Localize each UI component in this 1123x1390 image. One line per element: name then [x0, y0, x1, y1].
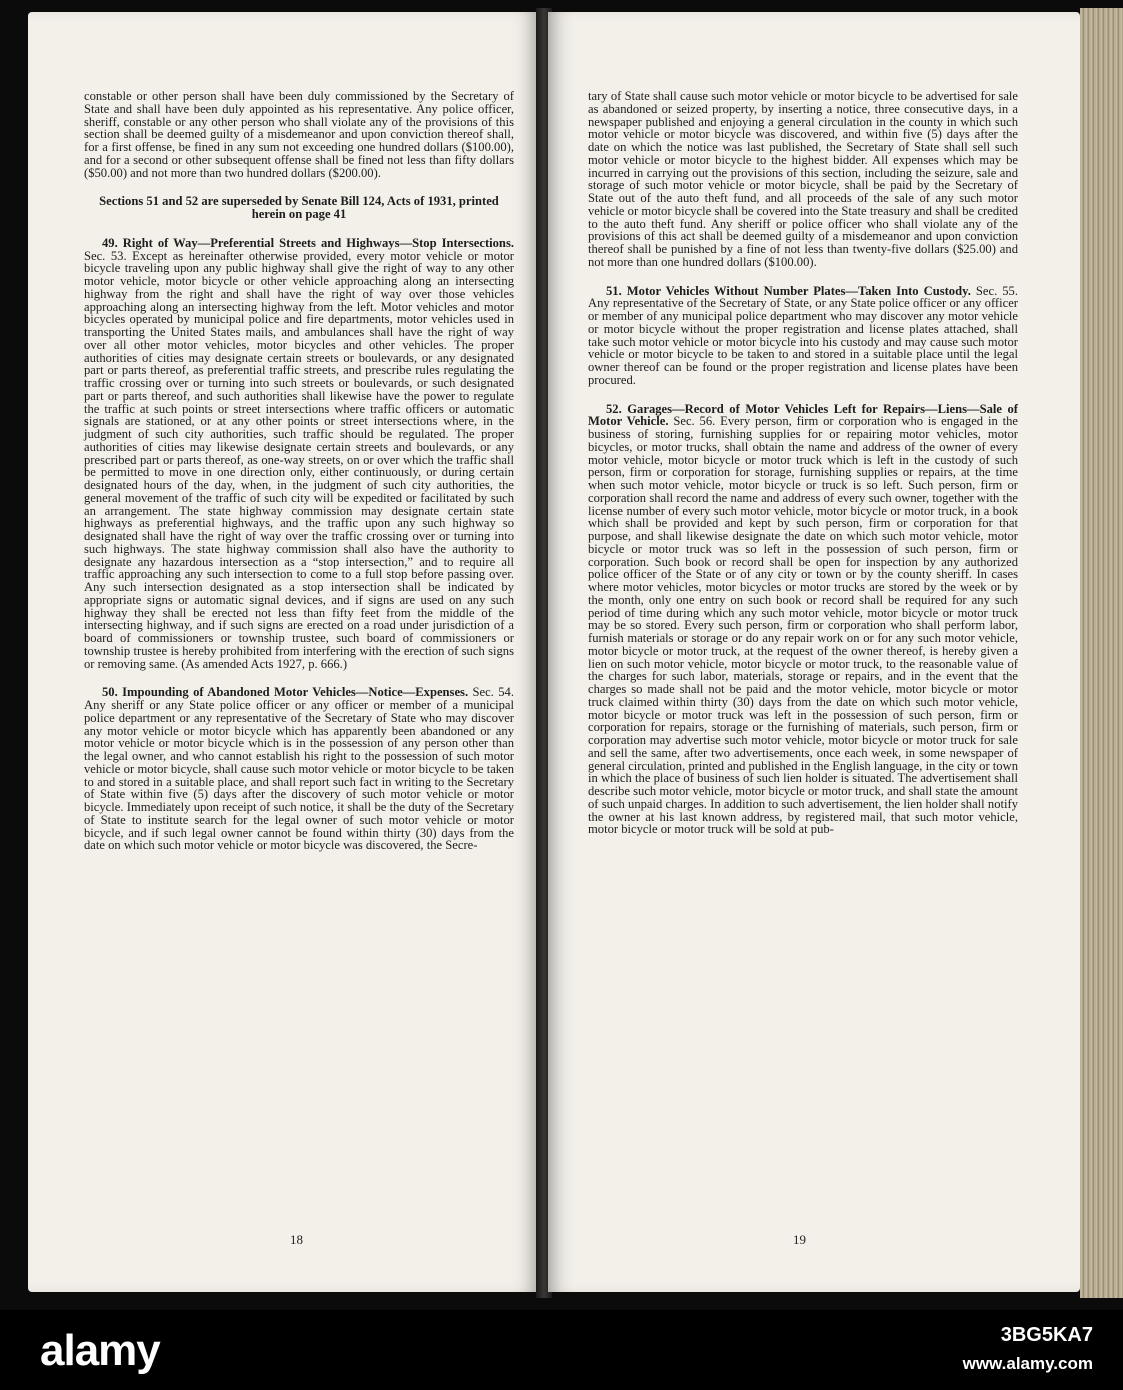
right-continuation-paragraph: tary of State shall cause such motor vehicle or motor bicycle to be advertised for sale as abandoned or seized property, by inserting a notice, three consecutive days, in a newspaper published and enjoying a general circulation in the county in which such motor vehicle or motor bicycle was discovered, and within five (5) days after the date on which the notice was last published, the Secretary of State shall sell such motor vehicle or motor bicycle to the highest bidder. All expenses which may be incurred in carrying out the provisions of this section, including the seizure, sale and storage of such motor vehicle or motor bicycle, shall be paid by the Secretary of State out of the auto theft fund, and all proceeds of the sale of any such motor vehicle or motor bicycle shall be covered into the State treasury and shall be credited to the auto theft fund. Any sheriff or police officer who shall violate any of the provisions of this act shall be deemed guilty of a misdemeanor and upon conviction thereof shall be punished by a fine of not less than twenty-five dollars ($25.00) and not more than one hundred dollars ($100.00). [588, 89, 1018, 269]
left-page-number: 18 [290, 1232, 303, 1247]
right-page [548, 12, 1080, 1292]
section-52 [588, 403, 1018, 837]
section-50-heading: 50. Impounding of Abandoned Motor Vehicles—Notice—Expenses. [102, 685, 469, 700]
watermark-url: www.alamy.com [962, 1354, 1093, 1373]
section-52-heading: 52. Garages—Record of Motor Vehicles Left for Repairs—Liens—Sale of Motor Vehicle. [588, 401, 1018, 429]
left-text-column [84, 90, 514, 852]
superseded-note: Sections 51 and 52 are superseded by Senate Bill 124, Acts of 1931, printed herein on page 41 [99, 194, 499, 221]
section-51 [588, 285, 1018, 387]
section-50 [84, 686, 514, 852]
right-text-column [588, 90, 1018, 836]
left-page [28, 12, 540, 1292]
alamy-logo: alamy [40, 1326, 160, 1375]
section-51-heading: 51. Motor Vehicles Without Number Plates—Taken Into Custody. [606, 283, 971, 298]
section-51-body: Sec. 55. Any representative of the Secretary of State, or any State police officer or any officer or member of any municipal police department who may discover any motor vehicle or motor bicycle without the proper registration and license plates attached, shall take such motor vehicle or motor bicycle into his custody and may cause such motor vehicle or motor bicycle to be taken to and stored in a suitable place until the legal owner thereof can be found or the proper registration and license plates have been procured. [588, 283, 1018, 387]
right-page-number: 19 [793, 1232, 806, 1247]
section-50-body: Sec. 54. Any sheriff or any State police officer or any officer or member of a municipal police department or any representative of the Secretary of State who may discover any motor vehicle or motor bicycle which has apparently been abandoned or any motor vehicle or motor bicycle which is in the possession of any person other than the legal owner, and who cannot establish his right to the possession of such motor vehicle or motor bicycle, shall cause such motor vehicle or motor bicycle to be taken to and stored in a suitable place, and shall report such fact in writing to the Secretary of State within five (5) days after the discovery of such motor vehicle or motor bicycle. Immediately upon receipt of such notice, it shall be the duty of the Secretary of State to institute search for the legal owner of such motor vehicle or motor bicycle, and if such legal owner cannot be found within thirty (30) days from the date on which such motor vehicle or motor bicycle was discovered, the Secre- [84, 685, 514, 853]
section-49 [84, 237, 514, 671]
watermark-footer [0, 1310, 1123, 1390]
section-49-body: Sec. 53. Except as hereinafter otherwise provided, every motor vehicle or motor bicycle traveling upon any public highway shall give the right of way to any other motor vehicle, motor bicycle or other vehicle approaching along an intersecting highway from the right and shall have the right of way over those vehicles approaching along an intersecting highway from the left. Motor vehicles and motor bicycles operated by municipal police and fire departments, motor vehicles used in transporting the United States mails, and ambulances shall have the right of way over all other motor vehicles, motor bicycles and other vehicles. The proper authorities of cities may designate certain streets or boulevards, or any designated part or parts thereof, as preferential traffic streets, and prescribe rules regulating the traffic crossing over or turning into such streets or boulevards, or such designated part or parts thereof, and such authorities shall likewise have the power to regulate the traffic at such points or street intersections where traffic officers or automatic signals are stationed, or at any other points or street intersections where, in the judgment of such city authorities, such traffic should be regulated. The proper authorities of cities may likewise designate certain streets and boulevards, or any prescribed part or parts thereof, as one-way streets, on or over which the traffic shall be permitted to move in one direction only, either continuously, or during certain designated hours of the day, when, in the judgment of such city authorities, the general movement of the traffic of such city will be expedited or facilitated by such an arrangement. The state highway commission may designate certain state highways as preferential highways, and the traffic upon any such highway so designated shall have the right of way over the traffic crossing over or turning into such highways. The state highway commission shall also have the authority to designate any hazardous intersection as a “stop intersection,” and to require all traffic approaching any such intersection to come to a full stop before passing over. Any such intersection designated as a stop intersection shall be indicated by appropriate signs or automatic signal devices, and if signs are used on any such highway they shall be erected not less than fifty feet from the middle of the intersecting highway, and if such signs are erected on a road under jurisdiction of a board of commissioners or township trustee, such board of commissioners or township trustee is hereby prohibited from interfering with the erection of such signs or removing same. (As amended Acts 1927, p. 666.) [84, 248, 514, 671]
section-49-heading: 49. Right of Way—Preferential Streets and Highways—Stop Intersections. [102, 235, 514, 250]
page-edges [1080, 8, 1123, 1298]
stock-id: 3BG5KA7 [1000, 1324, 1093, 1346]
section-52-body: Sec. 56. Every person, firm or corporation who is engaged in the business of storing, furnishing supplies for or repairing motor vehicles, motor bicycles, or motor trucks, shall obtain the name and address of the owner of every motor vehicle, motor bicycle or motor truck which is left in the custody of such person, firm or corporation for storage, furnishing supplies or repairs, at the time when such motor vehicle, motor bicycle or truck is so left. Such person, firm or corporation shall record the name and address of every such owner, together with the license number of every such motor vehicle, motor bicycle or motor truck, in a book which shall be provided and kept by such person, firm or corporation for that purpose, and shall likewise designate the date on which such motor vehicle, motor bicycle or motor truck was so left in the possession of such person, firm or corporation. Such book or record shall be open for inspection by any authorized police officer of the State or of any city or town or by the county sheriff. In cases where motor vehicles, motor bicycles or motor trucks are stored by the week or by the month, only one entry on such book or record shall be required for any such period of time during which any such motor vehicle, motor bicycle or motor truck may be so stored. Every such person, firm or corporation who shall perform labor, furnish materials or storage or do any repair work on or for any such motor vehicle, motor bicycle or motor truck, at the request of the owner thereof, is hereby given a lien on such motor vehicle, motor bicycle or motor truck, to the reasonable value of the charges for such labor, materials, storage or repairs, and in the event that the charges so made shall not be paid and the motor vehicle, motor bicycle or motor truck claimed within thirty (30) days from the date on which such motor vehicle, motor bicycle or motor truck was left in the possession of such person, firm or corporation for repairs, storage or the furnishing of materials, such person, firm or corporation may advertise such motor vehicle, motor bicycle or motor truck for sale and sell the same, after two advertisements, once each week, in some newspaper of general circulation, printed and published in the English language, in the city or town in which the place of business of such lien holder is situated. The advertisement shall describe such motor vehicle, motor bicycle or motor truck, and shall state the amount of such unpaid charges. In addition to such advertisement, the lien holder shall notify the owner at his last known address, by registered mail, that such motor vehicle, motor bicycle or motor truck will be sold at pub- [588, 414, 1018, 837]
left-opening-paragraph: constable or other person shall have been duly commissioned by the Secretary of State and shall have been duly appointed as his representative. Any police officer, sheriff, constable or any other person who shall violate any of the provisions of this section shall be deemed guilty of a misdemeanor and upon conviction thereof shall, for a first offense, be fined in any sum not exceeding one hundred dollars ($100.00), and for a second or other subsequent offense shall be fined not less than fifty dollars ($50.00) and not more than two hundred dollars ($200.00). [84, 89, 514, 180]
